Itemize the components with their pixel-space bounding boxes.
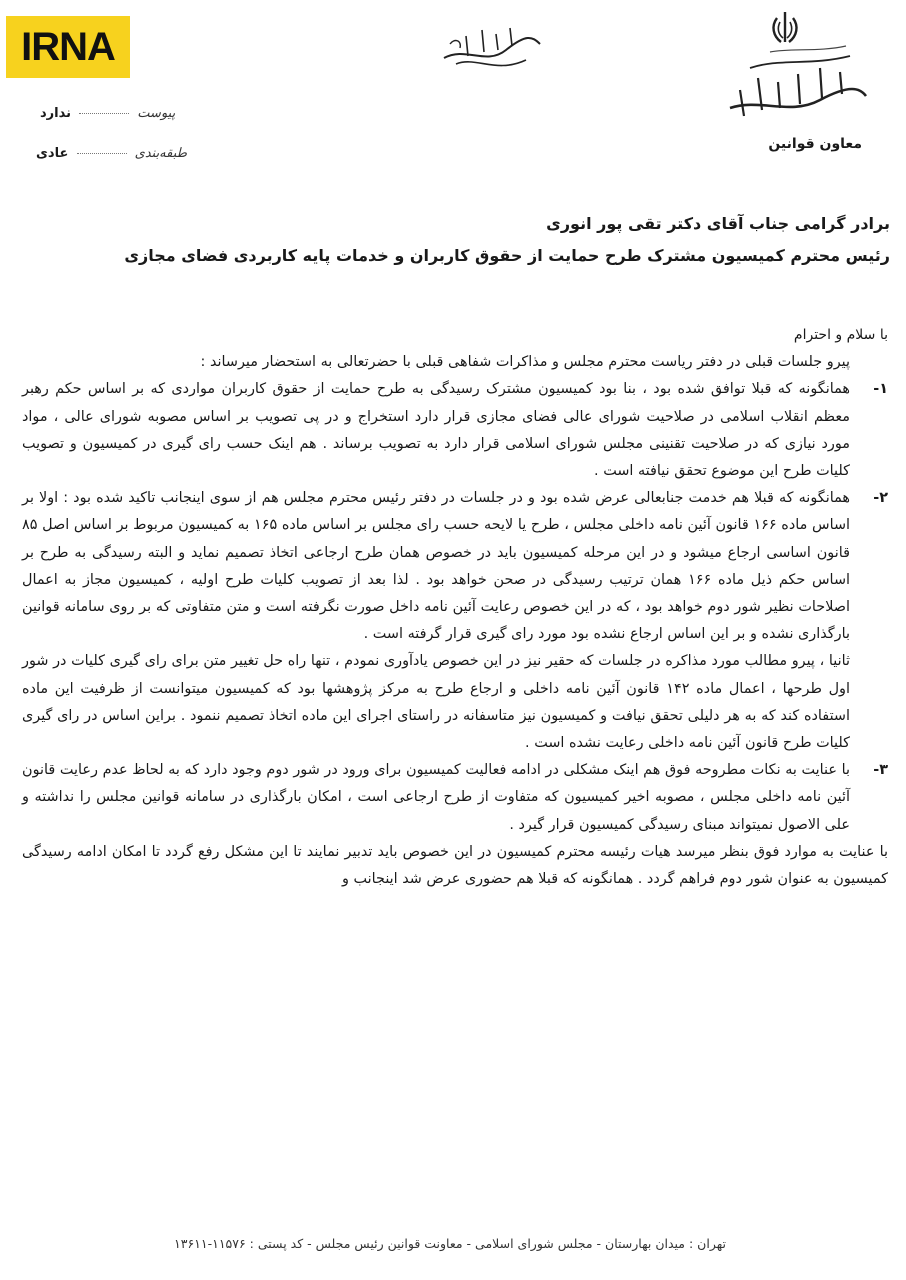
parliament-name-calligraphy: [720, 38, 870, 128]
dotted-line: [79, 113, 129, 114]
addressee-title: رئیس محترم کمیسیون مشترک طرح حمایت از حقوق کاربران و خدمات پایه کاربردی فضای مجازی: [124, 246, 890, 265]
item-text: با عنایت به نکات مطروحه فوق هم اینک مشکلی در ادامه فعالیت کمیسیون برای ورود در شور دوم وجود دارد که به لحاظ عدم رعایت قانون آئین نامه داخلی مجلس ، مصوبه اخیر کمیسیون که متفاوت از طرح ارجاعی است ، امکان بارگذاری در سامانه قوانین مجلس را نداشته و علی الاصول نمیتواند مبنای رسیدگی کمیسیون قرار گیرد .: [22, 762, 850, 833]
item-text: همانگونه که قبلا هم خدمت جنابعالی عرض شده بود و در جلسات در دفتر رئیس محترم مجلس هم از سوی اینجانب تاکید شده بود : اولا بر اساس ماده ۱۶۶ قانون آئین نامه داخلی مجلس ، طرح یا لایحه حسب رای مجلس بر اساس ماده ۱۶۵ به کمیسیون مربوط بر اساس اصل ۸۵ قانون اساسی ارجاع میشود و در این مرحله کمیسیون باید در خصوص همان طرح ارجاعی اتخاذ تصمیم نماید و البته رسیدگی به طرح بر اساس حکم ذیل ماده ۱۶۶ همان ترتیب رسیدگی در صحن خواهد بود . لذا بعد از تصویب کلیات طرح اولیه ، کمیسیون مجاز به اعمال اصلاحات نظیر شور دوم خواهد بود ، که در این خصوص رعایت آئین نامه داخل صورت نگرفته است و متن متفاوتی که بر روی سامانه قوانین بارگذاری نشده و بر این اساس ارجاع نشده بود مورد رای گیری قرار گرفته است .: [22, 490, 851, 643]
dotted-line: [77, 153, 127, 154]
classification-field: [36, 146, 195, 161]
addressee-block: [90, 208, 890, 272]
item-number: ۳-: [873, 762, 888, 779]
attachment-value: ندارد: [40, 106, 72, 121]
parliament-letterhead: [720, 8, 870, 158]
deputy-title: معاون قوانین: [768, 136, 862, 152]
salutation: با سلام و احترام: [793, 327, 888, 343]
letter-body: [22, 322, 888, 893]
attachment-label: پیوست: [137, 106, 176, 121]
closing-paragraph: با عنایت به موارد فوق بنظر میرسد هیات رئیسه محترم کمیسیون در این خصوص باید تدبیر نمایند تا این مشکل رفع گردد تا امکان ادامه رسیدگی کمیسیون به عنوان شور دوم فراهم گردد . همانگونه که قبلا هم حضوری عرض شد اینجانب و: [22, 843, 888, 888]
item-2-continuation: ثانیا ، پیرو مطالب مورد مذاکره در جلسات که حقیر نیز در این خصوص یادآوری نمودم ، تنها راه حل تغییر متن برای رای گیری کلیات در شور اول طرحها ، اعمال ماده ۱۴۲ قانون آئین نامه داخلی و ارجاع طرح به مرکز پژوهشها بود که کمیسیون میتوانست از ظرفیت این ماده استفاده کند که به هر دلیلی تحقق نیافت و کمیسیون نیز متاسفانه در راستای اجرای این ماده اتخاذ تصمیم ننمود . براین اساس در رای گیری کلیات طرح قانون آئین نامه داخلی رعایت نشده است .: [22, 653, 850, 752]
attachment-field: [40, 106, 183, 121]
item-number: ۱-: [873, 381, 888, 398]
item-2: [22, 485, 888, 648]
item-text: همانگونه که قبلا توافق شده بود ، بنا بود کمیسیون مشترک رسیدگی به طرح حمایت از حقوق کاربران مواردی که بر اساس حکم رهبر معظم انقلاب اسلامی در صلاحیت شورای عالی فضای مجازی قرار دارد استخراج و در پی تصویب بر اساس مصوبه شورای عالی ، مواد مورد نیازی که در صلاحیت تقنینی مجلس شورای اسلامی قرار دارد به تصویب برساند . هم اینک حسب رای گیری در کمیسیون و تصویب کلیات طرح این موضوع تحقق نیافته است .: [22, 381, 850, 480]
footer-address: تهران : میدان بهارستان - مجلس شورای اسلامی - معاونت قوانین رئیس مجلس - کد پستی : ۱۱۵۷۶-۱۳۶۱۱: [174, 1236, 726, 1251]
basmalah-calligraphy: [436, 16, 546, 76]
item-number: ۲-: [873, 490, 888, 507]
item-3: [22, 757, 888, 839]
classification-label: طبقه‌بندی: [134, 146, 187, 161]
irna-logo: IRNA: [6, 16, 130, 78]
classification-value: عادی: [36, 146, 69, 161]
item-1: [22, 376, 888, 485]
addressee-name: برادر گرامی جناب آقای دکتر تقی پور انوری: [546, 214, 890, 233]
intro-paragraph: پیرو جلسات قبلی در دفتر ریاست محترم مجلس و مذاکرات شفاهی قبلی با حضرتعالی به استحضار میرساند :: [200, 354, 850, 371]
